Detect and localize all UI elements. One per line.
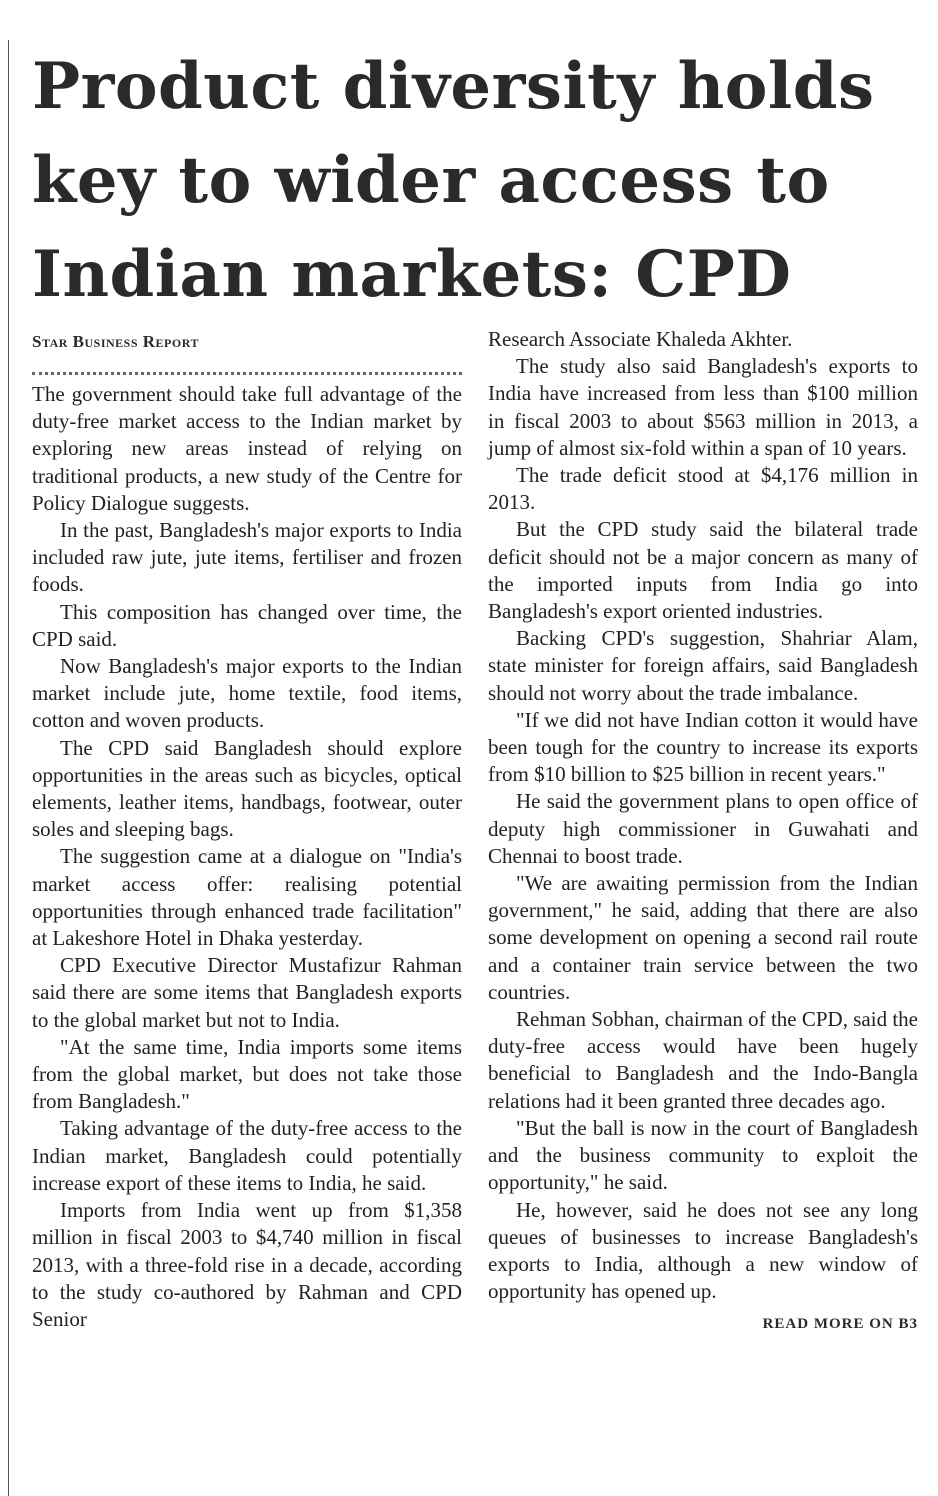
paragraph: "At the same time, India imports some items from the global market, but does not take those from Bangladesh." <box>32 1034 462 1114</box>
paragraph: Backing CPD's suggestion, Shahriar Alam, state minister for foreign affairs, said Bangladesh should not worry about the trade imbalance. <box>488 626 918 705</box>
paragraph: The study also said Bangladesh's exports to India have increased from less than $100 million in fiscal 2003 to about $563 million in 2013, a jump of almost six-fold within a span of 10 years. <box>488 354 918 460</box>
paragraph: He, however, said he does not see any long queues of businesses to increase Bangladesh's exports to India, although a new window of opportunity has opened up. <box>488 1197 918 1304</box>
paragraph: The suggestion came at a dialogue on "India's market access offer: realising potential opportunities through enhanced trade facilitation" at Lakeshore Hotel in Dhaka yesterday. <box>32 844 462 951</box>
read-more-link[interactable]: READ MORE ON B3 <box>762 1316 918 1333</box>
paragraph: But the CPD study said the bilateral trade deficit should not be a major concern as many of the imported inputs from India go into Bangladesh's export oriented industries. <box>488 517 918 624</box>
paragraph: This composition has changed over time, the CPD said. <box>32 599 462 651</box>
article-column-1 <box>32 328 462 1333</box>
article-column-2 <box>488 326 918 1339</box>
paragraph: CPD Executive Director Mustafizur Rahman said there are some items that Bangladesh exports to the global market but not to India. <box>32 953 462 1032</box>
headline: Product diversity holds key to wider access to Indian markets: CPD <box>32 49 875 312</box>
paragraph: "We are awaiting permission from the Indian government," he said, adding that there are also some development on opening a second rail route and a container train service between the two countries. <box>488 871 918 1004</box>
paragraph: Imports from India went up from $1,358 million in fiscal 2003 to $4,740 million in fiscal 2013, with a three-fold rise in a decade, according to the study co-authored by Rahman and CPD Senior <box>32 1198 462 1331</box>
paragraph: The trade deficit stood at $4,176 million in 2013. <box>488 463 918 515</box>
byline: Star Business Report <box>32 332 199 351</box>
dotted-divider <box>32 362 462 375</box>
column-rule <box>8 40 9 1496</box>
paragraph: Now Bangladesh's major exports to the Indian market include jute, home textile, food items, cotton and woven products. <box>32 654 462 733</box>
paragraph: In the past, Bangladesh's major exports to India included raw jute, jute items, fertiliser and frozen foods. <box>32 518 462 597</box>
paragraph: Rehman Sobhan, chairman of the CPD, said the duty-free access would have been hugely beneficial to Bangladesh and the Indo-Bangla relations had it been granted three decades ago. <box>488 1007 918 1113</box>
paragraph: "But the ball is now in the court of Bangladesh and the business community to exploit the opportunity," he said. <box>488 1115 918 1195</box>
paragraph: "If we did not have Indian cotton it would have been tough for the country to increase its exports from $10 billion to $25 billion in recent years." <box>488 707 918 787</box>
paragraph: He said the government plans to open office of deputy high commissioner in Guwahati and Chennai to boost trade. <box>488 789 918 868</box>
paragraph: Research Associate Khaleda Akhter. <box>488 327 793 351</box>
paragraph: The CPD said Bangladesh should explore opportunities in the areas such as bicycles, optical elements, leather items, handbags, footwear, outer soles and sleeping bags. <box>32 735 462 842</box>
paragraph: Taking advantage of the duty-free access to the Indian market, Bangladesh could potentially increase export of these items to India, he said. <box>32 1116 462 1195</box>
paragraph: The government should take full advantage of the duty-free market access to the Indian market by exploring new areas instead of relying on traditional products, a new study of the Centre for Policy Dialogue suggests. <box>32 382 462 515</box>
